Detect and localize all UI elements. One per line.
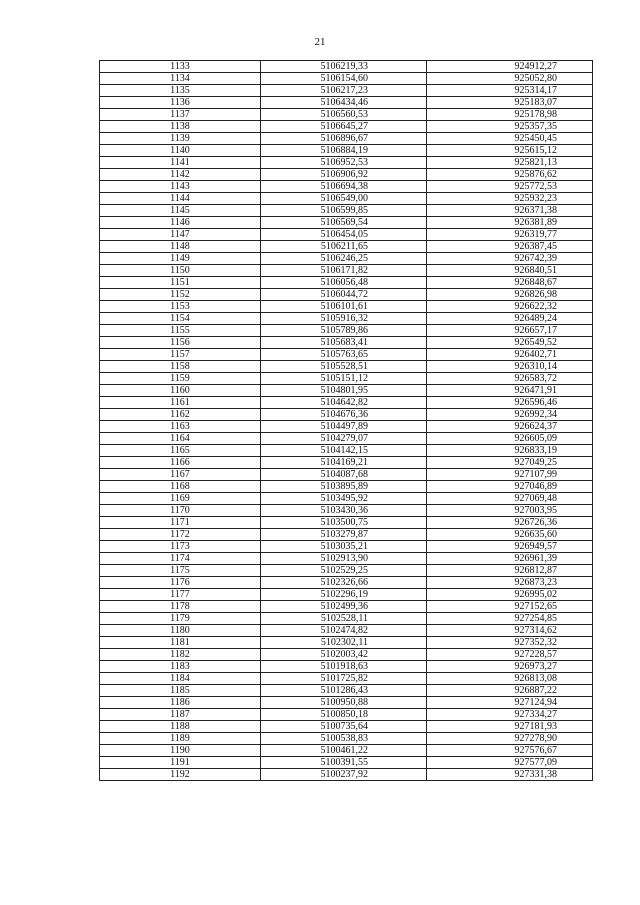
x-coordinate-cell: 5106952,53 (261, 157, 427, 169)
point-number-cell: 1155 (100, 325, 261, 337)
table-row (100, 265, 593, 277)
x-coordinate-cell: 5104087,68 (261, 469, 427, 481)
point-number-cell: 1149 (100, 253, 261, 265)
table-row (100, 373, 593, 385)
x-coordinate-cell: 5102499,36 (261, 601, 427, 613)
point-number-cell: 1145 (100, 205, 261, 217)
table-row (100, 457, 593, 469)
y-coordinate-cell: 927181,93 (427, 721, 593, 733)
x-coordinate-cell: 5104801,95 (261, 385, 427, 397)
y-coordinate-cell: 927254,85 (427, 613, 593, 625)
table-row (100, 553, 593, 565)
point-number-cell: 1168 (100, 481, 261, 493)
point-number-cell: 1137 (100, 109, 261, 121)
y-coordinate-cell: 926583,72 (427, 373, 593, 385)
point-number-cell: 1170 (100, 505, 261, 517)
y-coordinate-cell: 927314,62 (427, 625, 593, 637)
point-number-cell: 1176 (100, 577, 261, 589)
table-row (100, 769, 593, 781)
table-row (100, 505, 593, 517)
y-coordinate-cell: 926812,87 (427, 565, 593, 577)
x-coordinate-cell: 5102528,11 (261, 613, 427, 625)
point-number-cell: 1177 (100, 589, 261, 601)
point-number-cell: 1164 (100, 433, 261, 445)
x-coordinate-cell: 5106560,53 (261, 109, 427, 121)
point-number-cell: 1134 (100, 73, 261, 85)
point-number-cell: 1169 (100, 493, 261, 505)
point-number-cell: 1148 (100, 241, 261, 253)
table-row (100, 577, 593, 589)
y-coordinate-cell: 926622,32 (427, 301, 593, 313)
y-coordinate-cell: 926973,27 (427, 661, 593, 673)
x-coordinate-cell: 5104642,82 (261, 397, 427, 409)
table-row (100, 253, 593, 265)
table-row (100, 313, 593, 325)
y-coordinate-cell: 927228,57 (427, 649, 593, 661)
x-coordinate-cell: 5106246,25 (261, 253, 427, 265)
table-row (100, 61, 593, 73)
table-row (100, 85, 593, 97)
x-coordinate-cell: 5106434,46 (261, 97, 427, 109)
x-coordinate-cell: 5106906,92 (261, 169, 427, 181)
y-coordinate-cell: 927152,65 (427, 601, 593, 613)
point-number-cell: 1144 (100, 193, 261, 205)
table-row (100, 565, 593, 577)
point-number-cell: 1188 (100, 721, 261, 733)
table-row (100, 685, 593, 697)
point-number-cell: 1173 (100, 541, 261, 553)
y-coordinate-cell: 926992,34 (427, 409, 593, 421)
point-number-cell: 1141 (100, 157, 261, 169)
point-number-cell: 1183 (100, 661, 261, 673)
x-coordinate-cell: 5100461,22 (261, 745, 427, 757)
point-number-cell: 1178 (100, 601, 261, 613)
point-number-cell: 1187 (100, 709, 261, 721)
point-number-cell: 1135 (100, 85, 261, 97)
y-coordinate-cell: 926596,46 (427, 397, 593, 409)
x-coordinate-cell: 5105151,12 (261, 373, 427, 385)
table-row (100, 289, 593, 301)
table-row (100, 277, 593, 289)
x-coordinate-cell: 5103895,89 (261, 481, 427, 493)
point-number-cell: 1165 (100, 445, 261, 457)
x-coordinate-cell: 5101725,82 (261, 673, 427, 685)
table-row (100, 529, 593, 541)
coordinates-table-body (100, 61, 593, 781)
y-coordinate-cell: 925932,23 (427, 193, 593, 205)
y-coordinate-cell: 925052,80 (427, 73, 593, 85)
y-coordinate-cell: 925615,12 (427, 145, 593, 157)
y-coordinate-cell: 925821,13 (427, 157, 593, 169)
x-coordinate-cell: 5100391,55 (261, 757, 427, 769)
y-coordinate-cell: 926826,98 (427, 289, 593, 301)
x-coordinate-cell: 5102003,42 (261, 649, 427, 661)
point-number-cell: 1153 (100, 301, 261, 313)
y-coordinate-cell: 926995,02 (427, 589, 593, 601)
point-number-cell: 1163 (100, 421, 261, 433)
point-number-cell: 1160 (100, 385, 261, 397)
table-row (100, 229, 593, 241)
table-row (100, 169, 593, 181)
y-coordinate-cell: 927577,09 (427, 757, 593, 769)
x-coordinate-cell: 5106549,00 (261, 193, 427, 205)
point-number-cell: 1159 (100, 373, 261, 385)
table-row (100, 217, 593, 229)
y-coordinate-cell: 927124,94 (427, 697, 593, 709)
point-number-cell: 1157 (100, 349, 261, 361)
y-coordinate-cell: 926471,91 (427, 385, 593, 397)
y-coordinate-cell: 924912,27 (427, 61, 593, 73)
table-row (100, 589, 593, 601)
table-row (100, 757, 593, 769)
y-coordinate-cell: 926319,77 (427, 229, 593, 241)
point-number-cell: 1151 (100, 277, 261, 289)
x-coordinate-cell: 5104142,15 (261, 445, 427, 457)
table-row (100, 469, 593, 481)
x-coordinate-cell: 5103495,92 (261, 493, 427, 505)
point-number-cell: 1138 (100, 121, 261, 133)
y-coordinate-cell: 927049,25 (427, 457, 593, 469)
x-coordinate-cell: 5103035,21 (261, 541, 427, 553)
x-coordinate-cell: 5106884,19 (261, 145, 427, 157)
point-number-cell: 1186 (100, 697, 261, 709)
y-coordinate-cell: 926371,38 (427, 205, 593, 217)
point-number-cell: 1140 (100, 145, 261, 157)
table-row (100, 601, 593, 613)
x-coordinate-cell: 5106454,05 (261, 229, 427, 241)
point-number-cell: 1174 (100, 553, 261, 565)
x-coordinate-cell: 5102913,90 (261, 553, 427, 565)
point-number-cell: 1181 (100, 637, 261, 649)
x-coordinate-cell: 5103430,36 (261, 505, 427, 517)
point-number-cell: 1158 (100, 361, 261, 373)
point-number-cell: 1143 (100, 181, 261, 193)
point-number-cell: 1162 (100, 409, 261, 421)
x-coordinate-cell: 5102302,11 (261, 637, 427, 649)
table-row (100, 397, 593, 409)
table-row (100, 241, 593, 253)
x-coordinate-cell: 5106101,61 (261, 301, 427, 313)
x-coordinate-cell: 5105528,51 (261, 361, 427, 373)
x-coordinate-cell: 5106896,67 (261, 133, 427, 145)
y-coordinate-cell: 925876,62 (427, 169, 593, 181)
y-coordinate-cell: 925178,98 (427, 109, 593, 121)
x-coordinate-cell: 5105763,65 (261, 349, 427, 361)
point-number-cell: 1152 (100, 289, 261, 301)
y-coordinate-cell: 926402,71 (427, 349, 593, 361)
table-row (100, 517, 593, 529)
point-number-cell: 1156 (100, 337, 261, 349)
table-row (100, 493, 593, 505)
point-number-cell: 1133 (100, 61, 261, 73)
x-coordinate-cell: 5103279,87 (261, 529, 427, 541)
point-number-cell: 1175 (100, 565, 261, 577)
table-row (100, 385, 593, 397)
point-number-cell: 1172 (100, 529, 261, 541)
y-coordinate-cell: 927003,95 (427, 505, 593, 517)
x-coordinate-cell: 5106211,65 (261, 241, 427, 253)
table-row (100, 409, 593, 421)
point-number-cell: 1161 (100, 397, 261, 409)
x-coordinate-cell: 5104497,89 (261, 421, 427, 433)
y-coordinate-cell: 926635,60 (427, 529, 593, 541)
x-coordinate-cell: 5100850,18 (261, 709, 427, 721)
table-row (100, 649, 593, 661)
point-number-cell: 1184 (100, 673, 261, 685)
y-coordinate-cell: 927334,27 (427, 709, 593, 721)
y-coordinate-cell: 926887,22 (427, 685, 593, 697)
table-row (100, 349, 593, 361)
y-coordinate-cell: 926833,19 (427, 445, 593, 457)
table-row (100, 637, 593, 649)
y-coordinate-cell: 926605,09 (427, 433, 593, 445)
table-row (100, 121, 593, 133)
table-row (100, 325, 593, 337)
table-row (100, 481, 593, 493)
point-number-cell: 1171 (100, 517, 261, 529)
point-number-cell: 1180 (100, 625, 261, 637)
y-coordinate-cell: 927331,38 (427, 769, 593, 781)
y-coordinate-cell: 926489,24 (427, 313, 593, 325)
table-row (100, 133, 593, 145)
y-coordinate-cell: 926310,14 (427, 361, 593, 373)
table-row (100, 673, 593, 685)
y-coordinate-cell: 926549,52 (427, 337, 593, 349)
y-coordinate-cell: 927576,67 (427, 745, 593, 757)
y-coordinate-cell: 926657,17 (427, 325, 593, 337)
point-number-cell: 1139 (100, 133, 261, 145)
x-coordinate-cell: 5101286,43 (261, 685, 427, 697)
y-coordinate-cell: 926381,89 (427, 217, 593, 229)
table-row (100, 145, 593, 157)
table-row (100, 97, 593, 109)
x-coordinate-cell: 5106056,48 (261, 277, 427, 289)
table-row (100, 733, 593, 745)
y-coordinate-cell: 925357,35 (427, 121, 593, 133)
x-coordinate-cell: 5106694,38 (261, 181, 427, 193)
table-row (100, 421, 593, 433)
table-row (100, 337, 593, 349)
x-coordinate-cell: 5106044,72 (261, 289, 427, 301)
point-number-cell: 1179 (100, 613, 261, 625)
y-coordinate-cell: 926873,23 (427, 577, 593, 589)
y-coordinate-cell: 925183,07 (427, 97, 593, 109)
y-coordinate-cell: 925314,17 (427, 85, 593, 97)
x-coordinate-cell: 5101918,63 (261, 661, 427, 673)
x-coordinate-cell: 5105789,86 (261, 325, 427, 337)
y-coordinate-cell: 926742,39 (427, 253, 593, 265)
y-coordinate-cell: 925772,53 (427, 181, 593, 193)
table-row (100, 73, 593, 85)
point-number-cell: 1154 (100, 313, 261, 325)
x-coordinate-cell: 5104676,36 (261, 409, 427, 421)
x-coordinate-cell: 5102326,66 (261, 577, 427, 589)
y-coordinate-cell: 927107,99 (427, 469, 593, 481)
point-number-cell: 1136 (100, 97, 261, 109)
point-number-cell: 1150 (100, 265, 261, 277)
page-number: 21 (314, 36, 326, 48)
x-coordinate-cell: 5106219,33 (261, 61, 427, 73)
point-number-cell: 1147 (100, 229, 261, 241)
table-row (100, 661, 593, 673)
x-coordinate-cell: 5106569,54 (261, 217, 427, 229)
table-row (100, 361, 593, 373)
x-coordinate-cell: 5104279,07 (261, 433, 427, 445)
y-coordinate-cell: 926961,39 (427, 553, 593, 565)
table-row (100, 445, 593, 457)
table-row (100, 433, 593, 445)
table-row (100, 157, 593, 169)
table-row (100, 721, 593, 733)
x-coordinate-cell: 5106217,23 (261, 85, 427, 97)
point-number-cell: 1166 (100, 457, 261, 469)
x-coordinate-cell: 5100538,83 (261, 733, 427, 745)
table-row (100, 205, 593, 217)
x-coordinate-cell: 5102474,82 (261, 625, 427, 637)
table-row (100, 697, 593, 709)
point-number-cell: 1167 (100, 469, 261, 481)
point-number-cell: 1146 (100, 217, 261, 229)
x-coordinate-cell: 5105916,32 (261, 313, 427, 325)
x-coordinate-cell: 5102529,25 (261, 565, 427, 577)
x-coordinate-cell: 5106645,27 (261, 121, 427, 133)
coordinates-table (99, 60, 593, 781)
x-coordinate-cell: 5104169,21 (261, 457, 427, 469)
point-number-cell: 1142 (100, 169, 261, 181)
y-coordinate-cell: 926624,37 (427, 421, 593, 433)
point-number-cell: 1191 (100, 757, 261, 769)
y-coordinate-cell: 926848,67 (427, 277, 593, 289)
table-row (100, 193, 593, 205)
point-number-cell: 1192 (100, 769, 261, 781)
point-number-cell: 1185 (100, 685, 261, 697)
point-number-cell: 1190 (100, 745, 261, 757)
point-number-cell: 1182 (100, 649, 261, 661)
y-coordinate-cell: 926949,57 (427, 541, 593, 553)
x-coordinate-cell: 5100237,92 (261, 769, 427, 781)
x-coordinate-cell: 5102296,19 (261, 589, 427, 601)
table-row (100, 109, 593, 121)
table-row (100, 709, 593, 721)
x-coordinate-cell: 5105683,41 (261, 337, 427, 349)
x-coordinate-cell: 5106154,60 (261, 73, 427, 85)
table-row (100, 745, 593, 757)
table-row (100, 541, 593, 553)
y-coordinate-cell: 926840,51 (427, 265, 593, 277)
y-coordinate-cell: 925450,45 (427, 133, 593, 145)
table-row (100, 181, 593, 193)
y-coordinate-cell: 926813,08 (427, 673, 593, 685)
y-coordinate-cell: 927046,89 (427, 481, 593, 493)
y-coordinate-cell: 926387,45 (427, 241, 593, 253)
x-coordinate-cell: 5100735,64 (261, 721, 427, 733)
y-coordinate-cell: 927278,90 (427, 733, 593, 745)
x-coordinate-cell: 5106171,82 (261, 265, 427, 277)
x-coordinate-cell: 5106599,85 (261, 205, 427, 217)
table-row (100, 301, 593, 313)
y-coordinate-cell: 927069,48 (427, 493, 593, 505)
x-coordinate-cell: 5103500,75 (261, 517, 427, 529)
y-coordinate-cell: 927352,32 (427, 637, 593, 649)
x-coordinate-cell: 5100950,88 (261, 697, 427, 709)
y-coordinate-cell: 926726,36 (427, 517, 593, 529)
point-number-cell: 1189 (100, 733, 261, 745)
table-row (100, 613, 593, 625)
table-row (100, 625, 593, 637)
